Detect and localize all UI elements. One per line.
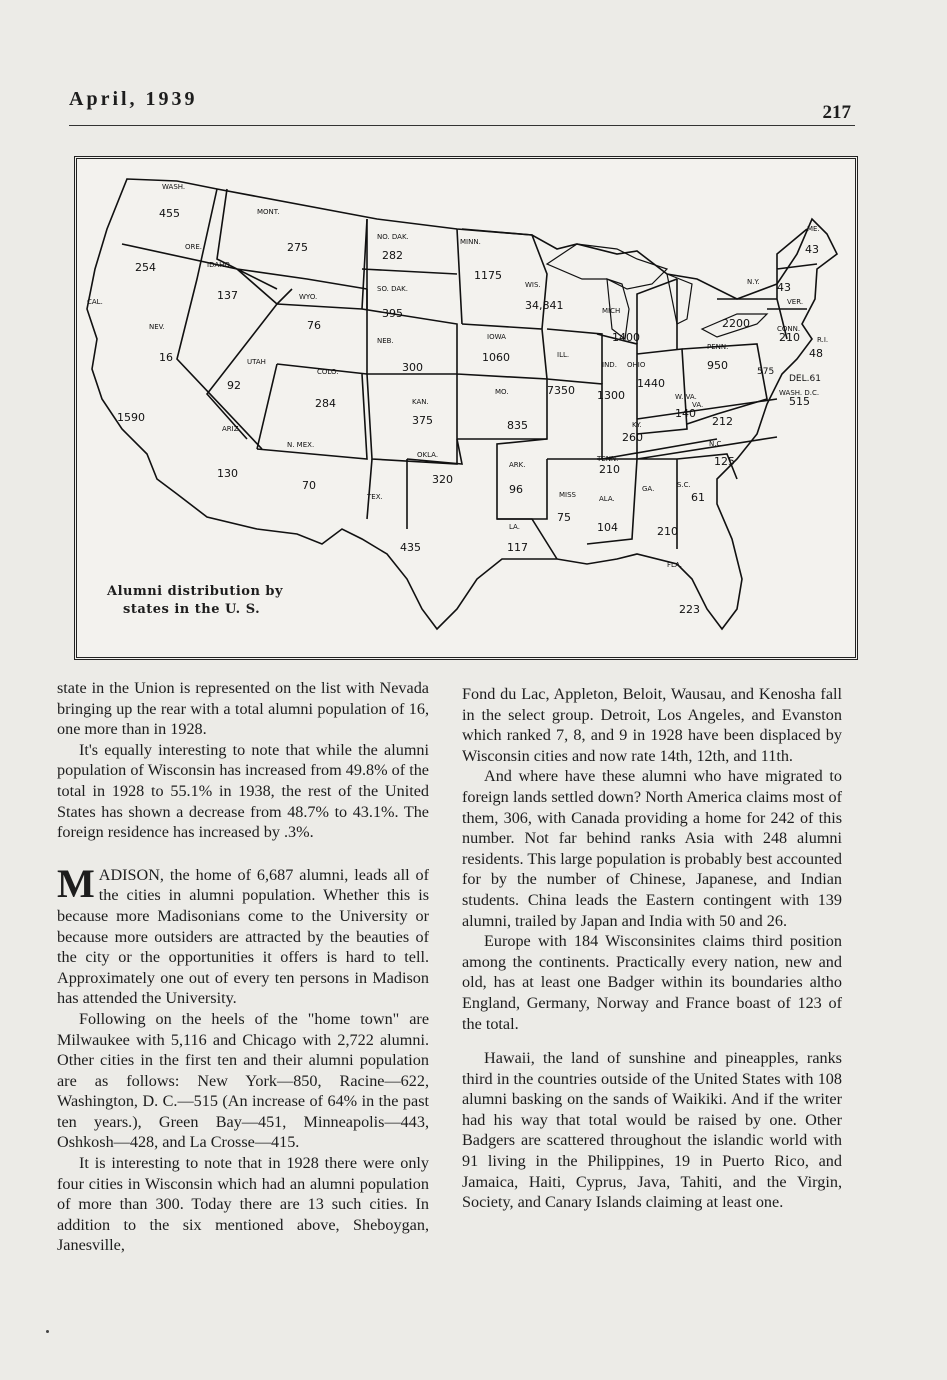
state-abbr-iowa: IOWA	[487, 333, 506, 341]
state-count-ga: 210	[657, 525, 678, 538]
state-count-minn: 1175	[474, 269, 502, 282]
state-count-s-c: 61	[691, 491, 705, 504]
state-abbr-w-va: W. VA.	[675, 393, 697, 401]
paragraph: And where have these alumni who have migrated to foreign lands settled down? North America claims most of them, 306, with Canada providing a home for 242 of this number. Not far behind ranks Asia with 248 alumni residents. This large population is probably best accounted for by the number of Chinese, Japanese, and Indian students. China leads the Eastern contingent with 139 alumni, trailed by Japan and India with 50 and 26.	[462, 767, 842, 930]
state-abbr-s-c: S.C.	[677, 481, 691, 489]
state-abbr-idaho: IDAHO	[207, 261, 230, 269]
paragraph: It is interesting to note that in 1928 there were only four cities in Wisconsin which had an alumni population of more than 300. Today there are 13 such cities. In addition to the six mentioned above, Sheboygan, Janesville,	[57, 1154, 429, 1255]
print-speck	[46, 1330, 49, 1333]
state-count-ariz: 130	[217, 467, 238, 480]
state-abbr-no-dak: NO. DAK.	[377, 233, 409, 241]
header-rule	[69, 125, 855, 126]
state-count-wash-d-c: 515	[789, 395, 810, 408]
state-abbr-r-i: R.I.	[817, 336, 829, 344]
state-count-wis: 34,841	[525, 299, 564, 312]
left-text-column	[57, 678, 429, 1256]
state-count-wash: 455	[159, 207, 180, 220]
state-abbr-n-mex: N. MEX.	[287, 441, 315, 449]
state-count-n-c: 125	[714, 455, 735, 468]
state-count-wyo: 76	[307, 319, 321, 332]
state-abbr-so-dak: SO. DAK.	[377, 285, 408, 293]
issue-date: April, 1939	[69, 88, 198, 110]
state-count-la: 117	[507, 541, 528, 554]
state-abbr-n-y: N.Y.	[747, 278, 760, 286]
state-abbr-neb: NEB.	[377, 337, 394, 345]
state-count-ohio: 1440	[637, 377, 665, 390]
state-count-so-dak: 395	[382, 307, 403, 320]
state-abbr-nev: NEV.	[149, 323, 165, 331]
paragraph: Fond du Lac, Appleton, Beloit, Wausau, and Kenosha fall in the select group. Detroit, Los Angeles, and Evanston which ranked 7, 8, and 9 in 1928 have been displaced by Wisconsin cities and now rate 14th, 12th, and 11th.	[462, 685, 842, 765]
state-abbr-cal: CAL.	[87, 298, 103, 306]
state-abbr-wis: WIS.	[525, 281, 541, 289]
state-count-me: 43	[805, 243, 819, 256]
state-abbr-wyo: WYO.	[299, 293, 318, 301]
paragraph: Hawaii, the land of sunshine and pineapples, ranks third in the countries outside of the United States with 108 alumni basking on the sands of Waikiki. And if the writer had his way that total would be raised by one. Other Badgers are scattered throughout the islandic world with 91 living in the Philippines, 19 in Puerto Rico, and Jamaica, Haiti, Cyprus, Java, Tahiti, and the Virgin, Society, and Canary Islands claiming at least one.	[462, 1049, 842, 1212]
paragraph-with-dropcap	[57, 860, 429, 1009]
map-caption-line: Alumni distribution by	[107, 584, 284, 599]
state-abbr-la: LA.	[509, 523, 520, 531]
state-abbr-ky: KY.	[632, 421, 642, 429]
state-abbr-ill: ILL.	[557, 351, 570, 359]
state-count-kan: 375	[412, 414, 433, 427]
state-abbr-penn: PENN.	[707, 343, 729, 351]
state-count-penn: 950	[707, 359, 728, 372]
state-count-nev: 16	[159, 351, 173, 364]
state-label-n-j: 575	[757, 367, 775, 377]
state-count-ill: 7350	[547, 384, 575, 397]
state-abbr-va: VA.	[692, 401, 704, 409]
state-abbr-fla: FLA.	[667, 561, 682, 569]
state-abbr-minn: MINN.	[460, 238, 481, 246]
state-abbr-ala: ALA.	[599, 495, 615, 503]
state-abbr-ver: VER.	[787, 298, 804, 306]
state-abbr-utah: UTAH	[247, 358, 266, 366]
paragraph: It's equally interesting to note that while the alumni population of Wisconsin has increased from 49.8% of the total in 1928 to 55.1% in 1938, the rest of the United States has shown a decrease from 48.7% to 43.1%. The foreign residence has increased by .3%.	[57, 740, 429, 842]
state-count-mo: 835	[507, 419, 528, 432]
drop-cap: M	[57, 860, 95, 906]
state-count-cal: 1590	[117, 411, 145, 424]
map-caption-line: states in the U. S.	[123, 602, 261, 618]
state-count-r-i: 48	[809, 347, 823, 360]
state-count-fla: 223	[679, 603, 700, 616]
state-abbr-wash-d-c: WASH. D.C.	[779, 389, 820, 397]
state-count-ver: 43	[777, 281, 791, 294]
state-count-ore: 254	[135, 261, 156, 274]
state-abbr-kan: KAN.	[412, 398, 429, 406]
paragraph-text: ADISON, the home of 6,687 alumni, leads all of the cities in alumni population. Whether this is because more Madisonians come to the University or because more outsiders are attracted by the beauties of the city or the opportunities it offers is hard to tell. Approximately one out of every ten persons in Madison has attended the University.	[57, 865, 429, 1008]
state-count-va: 212	[712, 415, 733, 428]
state-count-miss: 75	[557, 511, 571, 524]
right-text-column	[462, 684, 842, 1213]
state-count-ind: 1300	[597, 389, 625, 402]
state-count-mont: 275	[287, 241, 308, 254]
state-abbr-ga: GA.	[642, 485, 655, 493]
state-abbr-ind: IND.	[602, 361, 617, 369]
state-count-tenn: 210	[599, 463, 620, 476]
state-count-ky: 260	[622, 431, 643, 444]
state-abbr-colo: COLO.	[317, 368, 339, 376]
state-abbr-miss: MISS	[559, 491, 576, 499]
state-count-idaho: 137	[217, 289, 238, 302]
paragraph: Following on the heels of the "home town" are Milwaukee with 5,116 and Chicago with 2,722 alumni. Other cities in the first ten and their alumni population are as follows: New York—850, Racine—622, Washington, D. C.—515 (An increase of 64% in the past ten years.), Green Bay—451, Minneapolis—443, Oshkosh—428, and La Crosse—415.	[57, 1009, 429, 1152]
state-abbr-ariz: ARIZ.	[222, 425, 241, 433]
state-abbr-conn: CONN.	[777, 325, 801, 333]
state-abbr-tenn: TENN.	[597, 455, 619, 463]
state-count-n-y: 2200	[722, 317, 750, 330]
state-count-mich: 1400	[612, 331, 640, 344]
state-count-no-dak: 282	[382, 249, 403, 262]
state-count-ark: 96	[509, 483, 523, 496]
state-abbr-wash: WASH.	[162, 183, 186, 191]
state-count-utah: 92	[227, 379, 241, 392]
paragraph: state in the Union is represented on the list with Nevada bringing up the rear with a total alumni population of 16, one more than in 1928.	[57, 679, 429, 739]
state-abbr-ohio: OHIO	[627, 361, 646, 369]
state-count-w-va: 140	[675, 407, 696, 420]
paragraph: Europe with 184 Wisconsinites claims third position among the continents. Practically every nation, new and old, has at least one Badger within its boundaries altho England, Germany, Norway and France boast of 123 of the total.	[462, 932, 842, 1033]
state-count-colo: 284	[315, 397, 336, 410]
map-figure	[74, 156, 858, 660]
state-abbr-mo: MO.	[495, 388, 509, 396]
state-abbr-ore: ORE.	[185, 243, 203, 251]
state-abbr-okla: OKLA.	[417, 451, 439, 459]
state-count-okla: 320	[432, 473, 453, 486]
map-caption	[107, 583, 283, 619]
state-abbr-me: ME.	[807, 225, 820, 233]
page-number: 217	[822, 102, 851, 123]
state-label-del: DEL.61	[789, 374, 821, 384]
state-abbr-ark: ARK.	[509, 461, 526, 469]
state-count-ala: 104	[597, 521, 618, 534]
state-count-tex: 435	[400, 541, 421, 554]
state-count-iowa: 1060	[482, 351, 510, 364]
state-abbr-mont: MONT.	[257, 208, 280, 216]
state-count-neb: 300	[402, 361, 423, 374]
state-count-n-mex: 70	[302, 479, 316, 492]
state-count-conn: 210	[779, 331, 800, 344]
state-abbr-mich: MICH	[602, 307, 621, 315]
state-abbr-tex: TEX.	[367, 493, 383, 501]
state-abbr-n-c: N.C.	[709, 440, 724, 448]
